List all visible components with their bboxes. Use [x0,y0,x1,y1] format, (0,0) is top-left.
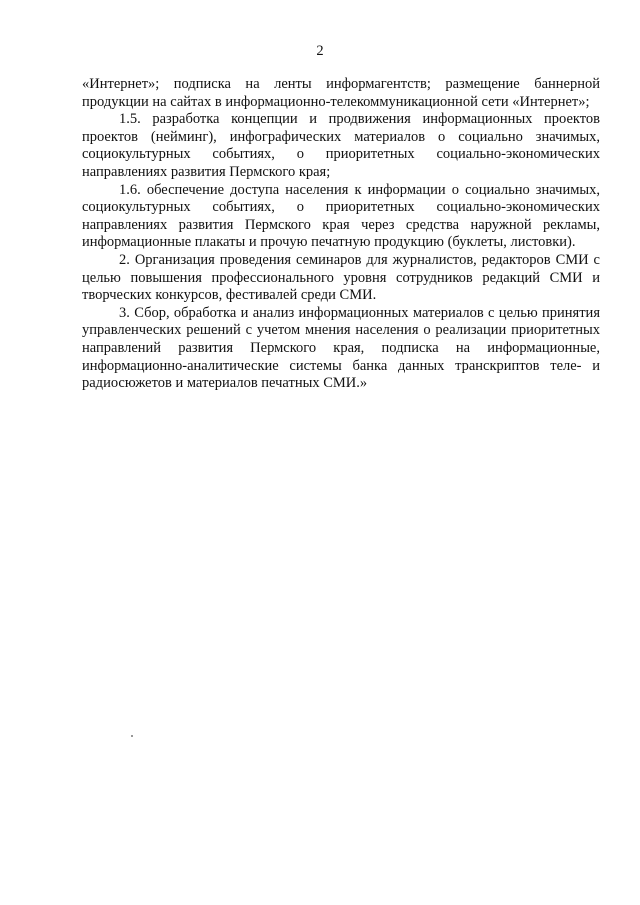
paragraph-3: 3. Сбор, обработка и анализ информационных материалов с целью принятия управленческих решений с учетом мнения населения о реализации приоритетных направлений развития Пермского края, подписка на информационные, информационно-аналитические системы банка данных транскриптов теле- и радиосюжетов и материалов печатных СМИ.» [82,304,600,392]
paragraph-internet-continuation: «Интернет»; подписка на ленты информагентств; размещение баннерной продукции на сайтах в информационно-телекоммуникационной сети «Интернет»; [82,76,600,110]
paragraph-1-6: 1.6. обеспечение доступа населения к информации о социально значимых, социокультурных событиях, о приоритетных социально-экономических направлениях развития Пермского края через средства наружной рекламы, информационные плакаты и прочую печатную продукцию (буклеты, листовки). [82,181,600,251]
paragraph-1-5: 1.5. разработка концепции и продвижения информационных проектов проектов (нейминг), инфографических материалов о социально значимых, социокультурных событиях, о приоритетных социально-экономических направлениях развития Пермского края; [82,111,600,180]
paragraph-2: 2. Организация проведения семинаров для журналистов, редакторов СМИ с целью повышения профессионального уровня сотрудников редакций СМИ и творческих конкурсов, фестивалей среди СМИ. [82,251,600,304]
page-number: 2 [316,43,324,59]
document-body [82,76,600,393]
scan-speck [131,735,133,737]
